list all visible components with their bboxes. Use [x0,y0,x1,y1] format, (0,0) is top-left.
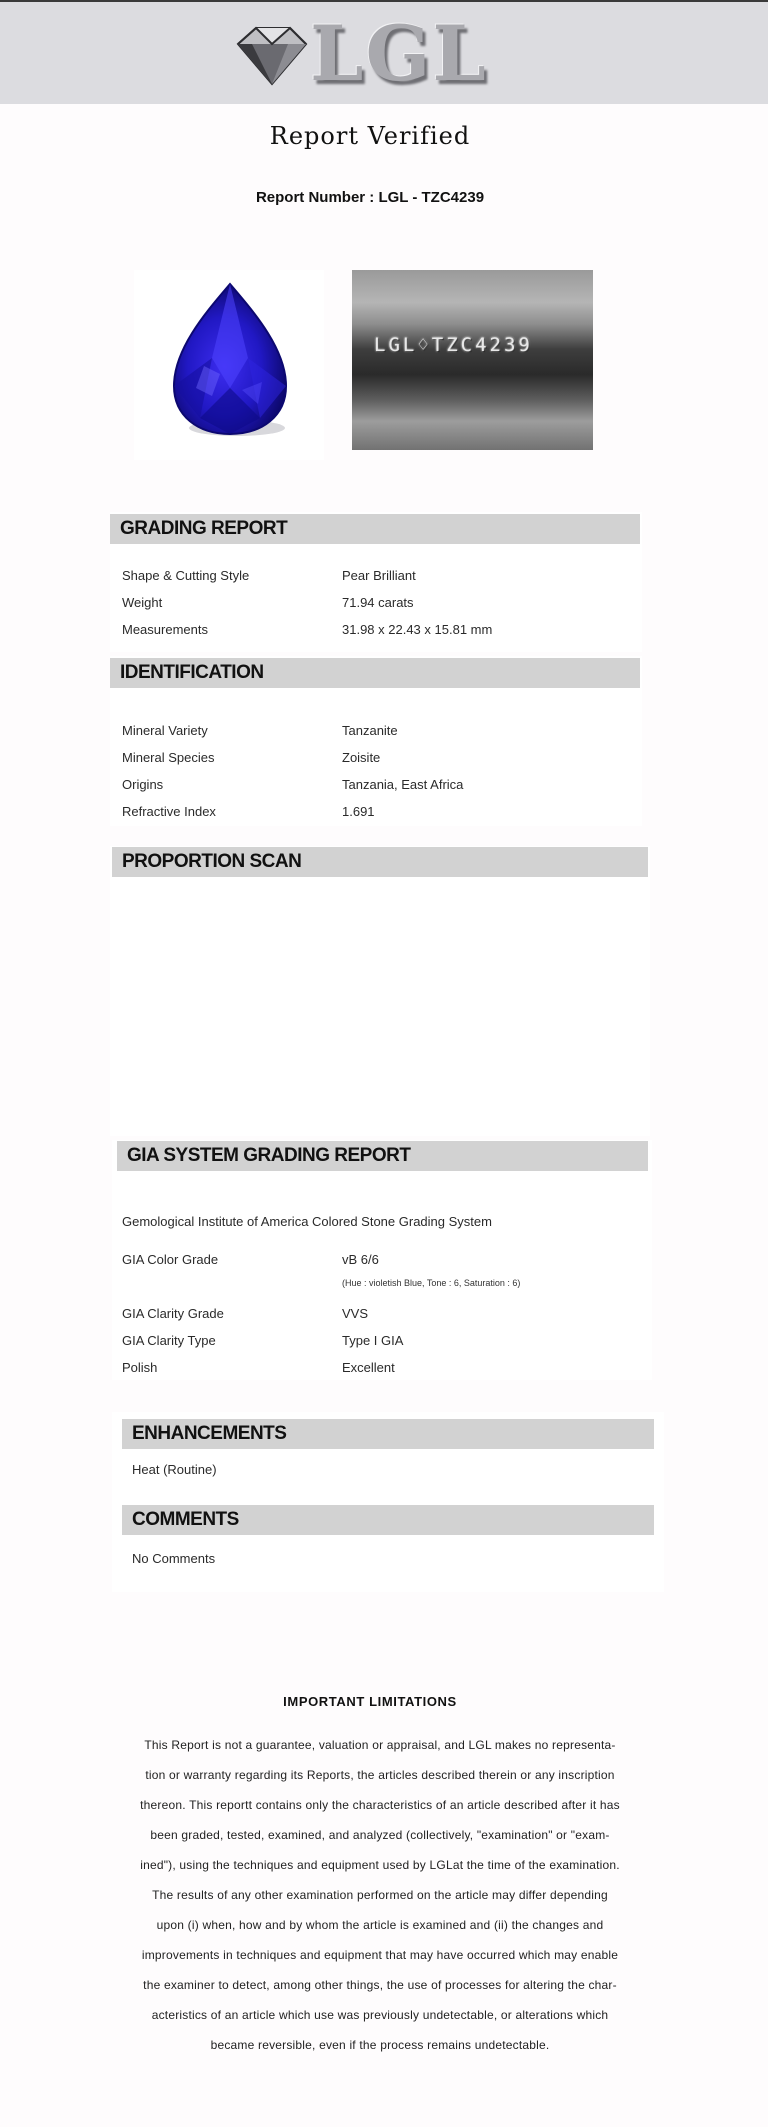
logo-text: LGL [310,9,488,98]
comments-heading: COMMENTS [122,1505,654,1535]
grading-row-label: Weight [122,595,163,610]
gia-system-heading: GIA SYSTEM GRADING REPORT [117,1141,648,1171]
proportion-scan-heading: PROPORTION SCAN [112,847,648,877]
grading-report-heading: GRADING REPORT [110,514,640,544]
limitations-line: the examiner to detect, among other things, the use of processes for altering the char- [143,1978,617,1992]
grading-row-label: Measurements [122,622,208,637]
comments-text: No Comments [132,1551,216,1566]
gia-row-label: GIA Color Grade [122,1252,219,1267]
gia-row-label: GIA Clarity Type [122,1333,216,1348]
laser-inscription-photo [352,270,593,450]
gia-color-note: (Hue : violetish Blue, Tone : 6, Saturation : 6) [342,1278,521,1288]
limitations-line: upon (i) when, how and by whom the article is examined and (ii) the changes and [156,1918,604,1932]
proportion-scan-section [110,846,650,1136]
identification-row-value: Zoisite [342,750,381,765]
gia-row-value: vB 6/6 [342,1252,379,1267]
gia-system-subtitle: Gemological Institute of America Colored Stone Grading System [122,1214,492,1229]
gia-row-value: Excellent [342,1360,395,1375]
identification-heading: IDENTIFICATION [110,658,640,688]
inscription-text: LGL♢TZC4239 [374,334,533,356]
gia-row-label: Polish [122,1360,158,1375]
page-title: Report Verified [269,122,471,150]
grading-row-value: 31.98 x 22.43 x 15.81 mm [342,622,493,637]
gia-row-label: GIA Clarity Grade [122,1306,224,1321]
limitations-line: thereon. This reportt contains only the characteristics of an article described after it has [140,1798,620,1812]
report-number: Report Number : LGL - TZC4239 [255,189,485,206]
gem-photo [134,270,324,460]
limitations-line: been graded, tested, examined, and analyzed (collectively, "examination" or "exam- [150,1828,610,1842]
identification-row-label: Refractive Index [122,804,216,819]
limitations-line: tion or warranty regarding its Reports, the articles described therein or any inscription [145,1768,615,1782]
identification-row-value: Tanzania, East Africa [342,777,464,792]
page-header [0,0,768,104]
grading-row-value: 71.94 carats [342,595,414,610]
limitations-line: became reversible, even if the process remains undetectable. [210,2038,550,2052]
identification-row-label: Mineral Variety [122,723,208,738]
pear-gem-icon [134,270,324,460]
enhancements-text: Heat (Routine) [132,1462,217,1477]
limitations-line: improvements in techniques and equipment that may have occurred which may enable [141,1948,619,1962]
identification-row-label: Mineral Species [122,750,215,765]
identification-row-value: Tanzanite [342,723,398,738]
limitations-line: The results of any other examination performed on the article may differ depending [152,1888,608,1902]
identification-row-label: Origins [122,777,164,792]
limitations-line: ined"), using the techniques and equipment used by LGLat the time of the examination. [140,1858,620,1872]
limitations-line: This Report is not a guarantee, valuation or appraisal, and LGL makes no representa- [144,1738,616,1752]
grading-row-label: Shape & Cutting Style [122,568,250,583]
grading-row-value: Pear Brilliant [342,568,416,583]
gia-row-value: VVS [342,1306,369,1321]
limitations-heading: IMPORTANT LIMITATIONS [283,1694,457,1709]
limitations-line: acteristics of an article which use was previously undetectable, or alterations which [151,2008,609,2022]
lgl-logo[interactable] [232,9,492,98]
identification-row-value: 1.691 [342,804,375,819]
gia-row-value: Type I GIA [342,1333,404,1348]
diamond-icon [232,14,312,98]
enhancements-heading: ENHANCEMENTS [122,1419,654,1449]
